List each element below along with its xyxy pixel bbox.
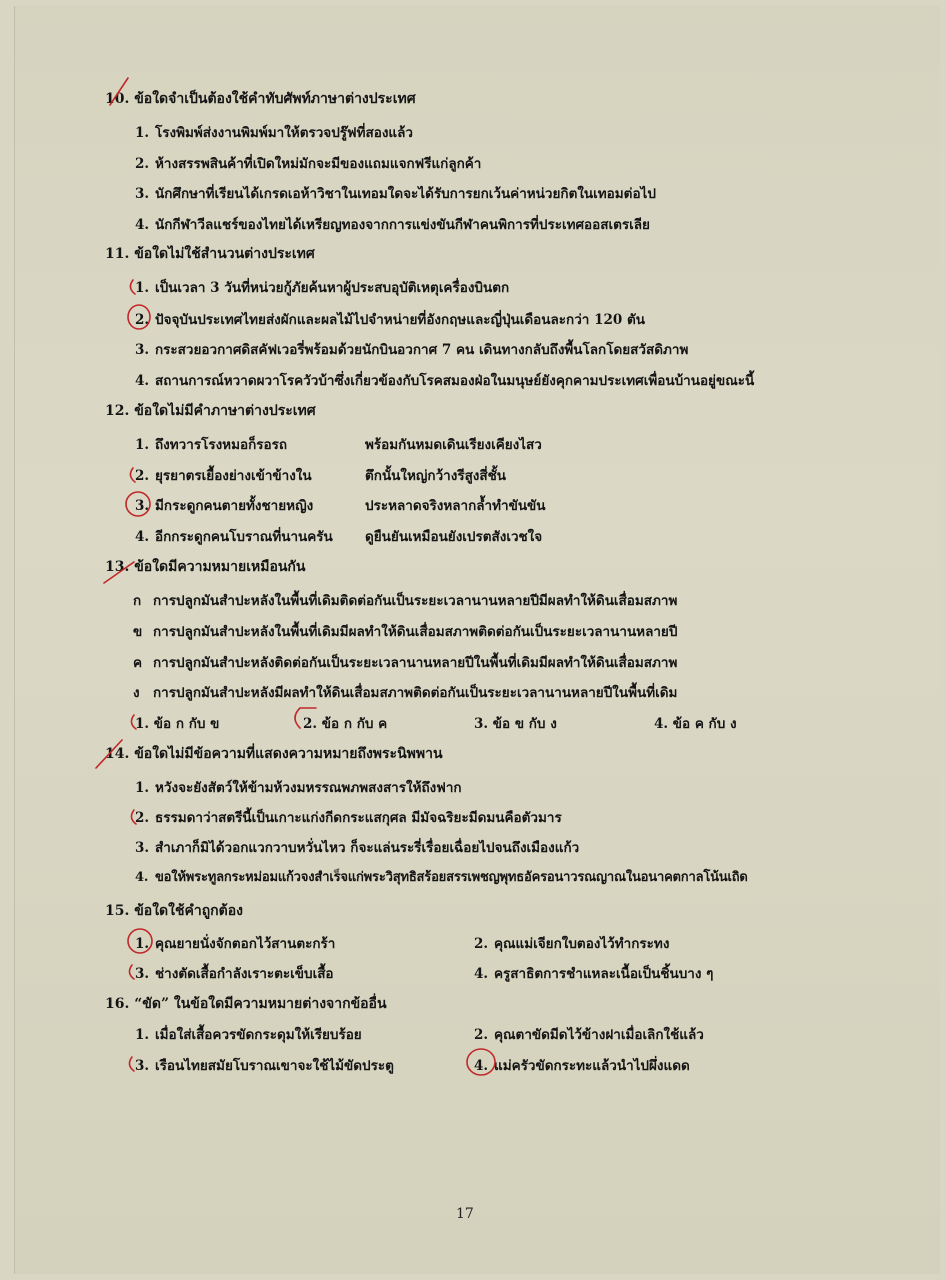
q10-option-1: 1. โรงพิมพ์ส่งงานพิมพ์มาให้ตรวจปรู๊ฟที่สองแล้ว [135,125,413,141]
q16-option-1: 1. เมื่อใส่เสื้อควรขัดกระดุมให้เรียบร้อย [135,1027,362,1043]
q16-option-4: 4. แม่ครัวขัดกระทะแล้วนำไปผึ่งแดด [474,1058,690,1074]
q12-option-3-second-line: ประหลาดจริงหลากล้ำทำขันขัน [365,498,546,514]
q15-option-1: 1. คุณยายนั่งจักตอกไว้สานตะกร้า [135,936,336,952]
q10-option-2: 2. ห้างสรรพสินค้าที่เปิดใหม่มักจะมีของแถมแจกฟรีแก่ลูกค้า [135,156,482,172]
question-14-title: 14. ข้อใดไม่มีข้อความที่แสดงความหมายถึงพระนิพพาน [105,746,443,762]
q10-option-3: 3. นักศึกษาที่เรียนได้เกรดเอห้าวิชาในเทอมใดจะได้รับการยกเว้นค่าหน่วยกิตในเทอมต่อไป [135,186,656,202]
q12-option-1-second-line: พร้อมกันหมดเดินเรียงเคียงไสว [365,437,542,453]
q13-choice-4: 4. ข้อ ค กับ ง [654,716,737,732]
q15-option-4: 4. ครูสาธิตการชำแหละเนื้อเป็นชิ้นบาง ๆ [474,966,714,982]
q12-option-2: 2. ยุรยาตรเยื้องย่างเข้าข้างใน [135,468,312,484]
q12-option-4: 4. อีกกระดูกคนโบราณที่นานครัน [135,529,333,545]
q10-option-4: 4. นักกีฬาวีลแชร์ของไทยได้เหรียญทองจากการแข่งขันกีฬาคนพิการที่ประเทศออสเตรเลีย [135,217,650,233]
q12-option-4-second-line: ดูยืนยันเหมือนยังเปรตสังเวชใจ [365,529,543,545]
q14-option-3: 3. สำเภาก็มิได้วอกแวกวาบหวั่นไหว ก็จะแล่นระรี่เรื่อยเฉื่อยไปจนถึงเมืองแก้ว [135,840,580,856]
q13-choice-1: 1. ข้อ ก กับ ข [135,716,220,732]
q11-option-2: 2. ปัจจุบันประเทศไทยส่งผักและผลไม้ไปจำหน่ายที่อังกฤษและญี่ปุ่นเดือนละกว่า 120 ตัน [135,312,645,328]
question-10-title: 10. ข้อใดจำเป็นต้องใช้คำทับศัพท์ภาษาต่างประเทศ [105,91,416,107]
q12-option-2-second-line: ตึกนั้นใหญ่กว้างรีสูงสี่ชั้น [365,468,507,484]
q13-statement-ngo: ง การปลูกมันสำปะหลังมีผลทำให้ดินเสื่อมสภาพติดต่อกันเป็นระยะเวลานานหลายปีในพื้นที่เดิม [133,685,678,701]
q12-option-1: 1. ถึงทวารโรงหมอก็รอรถ [135,437,288,453]
q16-option-3: 3. เรือนไทยสมัยโบราณเขาจะใช้ไม้ขัดประตู [135,1058,394,1074]
q14-option-2: 2. ธรรมดาว่าสตรีนี้เป็นเกาะแก่งกีดกระแสกุศล มีมัจฉริยะมีดมนคือตัวมาร [135,810,562,826]
q13-choice-3: 3. ข้อ ข กับ ง [474,716,557,732]
q13-statement-ko: ก การปลูกมันสำปะหลังในพื้นที่เดิมติดต่อกันเป็นระยะเวลานานหลายปีมีผลทำให้ดินเสื่อมสภาพ [133,593,678,609]
question-13-title: 13. ข้อใดมีความหมายเหมือนกัน [105,559,306,575]
q13-statement-kho: ข การปลูกมันสำปะหลังในพื้นที่เดิมมีผลทำให้ดินเสื่อมสภาพติดต่อกันเป็นระยะเวลานานหลายปี [133,624,678,640]
question-11-title: 11. ข้อใดไม่ใช้สำนวนต่างประเทศ [105,246,315,262]
question-15-title: 15. ข้อใดใช้คำถูกต้อง [105,903,243,919]
question-12-title: 12. ข้อใดไม่มีคำภาษาต่างประเทศ [105,403,316,419]
q16-option-2: 2. คุณตาขัดมีดไว้ข้างฝาเมื่อเลิกใช้แล้ว [474,1027,704,1043]
q11-option-1: 1. เป็นเวลา 3 วันที่หน่วยกู้ภัยค้นหาผู้ประสบอุบัติเหตุเครื่องบินตก [135,280,510,296]
q15-option-3: 3. ช่างตัดเสื้อกำลังเราะตะเข็บเสื้อ [135,966,334,982]
q14-option-4: 4. ขอให้พระทูลกระหม่อมแก้วจงสำเร็จแก่พระวิสุทธิสร้อยสรรเพชญพุทธอัครอนาวรณญาณในอนาคตกาลโน้นเถิด [135,870,748,885]
q13-statement-kho-khwai: ค การปลูกมันสำปะหลังติดต่อกันเป็นระยะเวลานานหลายปีในพื้นที่เดิมมีผลทำให้ดินเสื่อมสภาพ [133,655,678,671]
q11-option-4: 4. สถานการณ์หวาดผวาโรควัวบ้าซึ่งเกี่ยวข้องกับโรคสมองฝ่อในมนุษย์ยังคุกคามประเทศเพื่อนบ้านอยู่ขณะนี้ [135,373,755,389]
q14-option-1: 1. หวังจะยังสัตว์ให้ข้ามห้วงมหรรณพภพสงสารให้ถึงฟาก [135,780,462,796]
question-16-title: 16. “ขัด” ในข้อใดมีความหมายต่างจากข้ออื่น [105,996,387,1012]
q15-option-2: 2. คุณแม่เจียกใบตองไว้ทำกระทง [474,936,670,952]
page-number: 17 [456,1206,474,1222]
q11-option-3: 3. กระสวยอวกาศดิสคัฟเวอรี่พร้อมด้วยนักบินอวกาศ 7 คน เดินทางกลับถึงพื้นโลกโดยสวัสดิภาพ [135,342,689,358]
q12-option-3: 3. มีกระดูกคนตายทั้งชายหญิง [135,498,314,514]
q13-choice-2: 2. ข้อ ก กับ ค [303,716,388,732]
